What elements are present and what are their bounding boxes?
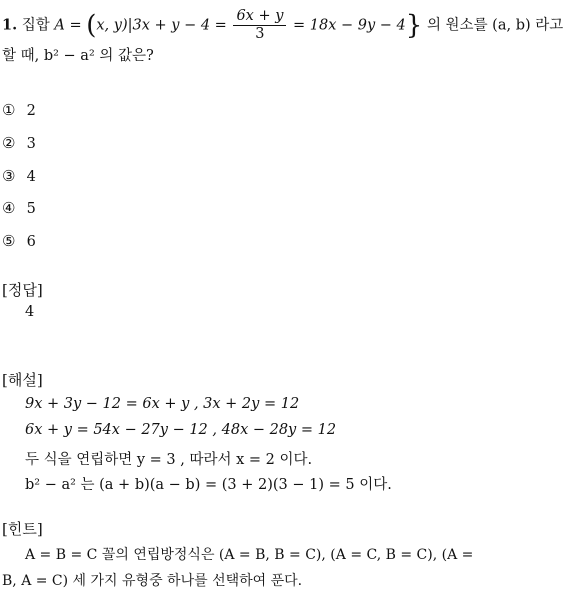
question-line-1 [2, 8, 563, 43]
fraction-denominator: 3 [255, 26, 265, 42]
solution-header: [해설] [2, 371, 43, 389]
solution-line-3: 두 식을 연립하면 y = 3 , 따라서 x = 2 이다. [25, 452, 313, 468]
set-condition-rest: = 18x − 9y − 4 [293, 17, 406, 34]
choice-2[interactable] [2, 134, 36, 152]
fraction [233, 8, 286, 43]
set-open-brace: ( [86, 10, 97, 41]
solution-line-4: b² − a² 는 (a + b)(a − b) = (3 + 2)(3 − 1) = 5 이다. [25, 477, 392, 493]
question-line-2: 할 때, b² − a² 의 값은? [2, 48, 154, 64]
choice-value: 4 [26, 169, 36, 185]
choice-mark: ⑤ [2, 232, 16, 250]
question-number: 1. [2, 16, 18, 34]
choice-mark: ① [2, 101, 16, 119]
solution-line-1: 9x + 3y − 12 = 6x + y , 3x + 2y = 12 [25, 396, 300, 412]
choice-1[interactable] [2, 101, 36, 119]
choice-value: 3 [26, 136, 36, 152]
choice-value: 6 [26, 234, 36, 250]
choice-5[interactable] [2, 232, 36, 250]
hint-line-2: B, A = C) 세 가지 유형중 하나를 선택하여 푼다. [2, 573, 303, 589]
answer-value: 4 [25, 304, 35, 320]
question-intro: 집합 [21, 17, 50, 34]
set-name: A = [54, 17, 87, 34]
choice-4[interactable] [2, 199, 36, 217]
choice-3[interactable] [2, 167, 36, 185]
hint-header: [힌트] [2, 520, 43, 538]
fraction-numerator: 6x + y [233, 8, 286, 26]
choice-mark: ③ [2, 167, 16, 185]
choice-value: 5 [26, 201, 36, 217]
choice-mark: ④ [2, 199, 16, 217]
set-condition: x, y)|3x + y − 4 = [96, 17, 232, 34]
choice-mark: ② [2, 134, 16, 152]
question-tail: 의 원소를 (a, b) 라고 [426, 17, 564, 34]
hint-line-1: A = B = C 꼴의 연립방정식은 (A = B, B = C), (A = C, B = C), (A = [25, 547, 474, 563]
solution-line-2: 6x + y = 54x − 27y − 12 , 48x − 28y = 12 [25, 422, 337, 438]
choice-value: 2 [26, 103, 36, 119]
set-close-brace: } [405, 10, 423, 41]
answer-header: [정답] [2, 281, 43, 299]
